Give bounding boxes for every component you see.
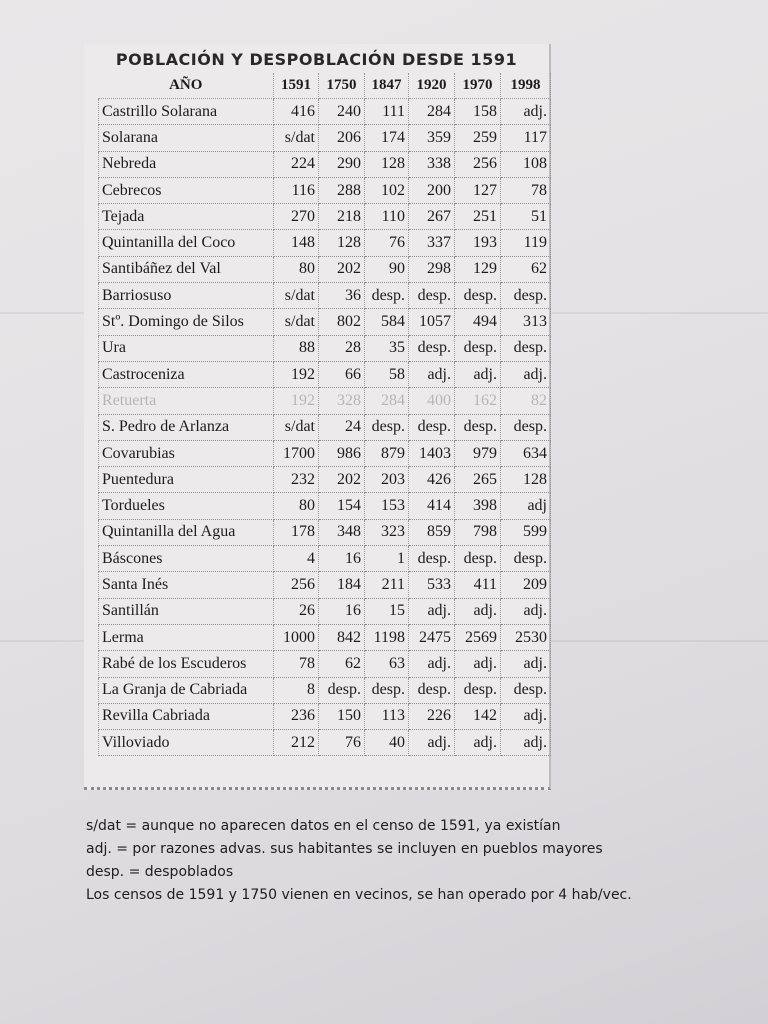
population-cell-1970: 256 [455, 151, 501, 177]
population-cell-1920: desp. [409, 414, 455, 440]
population-cell-1920: 1057 [409, 309, 455, 335]
table-row [99, 335, 551, 361]
population-cell-1750: 206 [319, 125, 365, 151]
municipality-name: Tejada [99, 204, 274, 230]
population-cell-1970: 158 [455, 99, 501, 125]
municipality-name: Tordueles [99, 493, 274, 519]
header-year-1847: 1847 [365, 73, 409, 99]
population-cell-1920: adj. [409, 730, 455, 756]
population-cell-1591: 178 [274, 519, 319, 545]
population-cell-1970: 398 [455, 493, 501, 519]
population-cell-1591: s/dat [274, 414, 319, 440]
header-year-1591: 1591 [274, 73, 319, 99]
population-cell-1847: 110 [365, 204, 409, 230]
population-cell-1998: adj. [501, 703, 551, 729]
table-row [99, 493, 551, 519]
population-cell-1920: 859 [409, 519, 455, 545]
header-year-label: AÑO [99, 73, 274, 99]
population-cell-1970: 251 [455, 204, 501, 230]
population-cell-1920: 1403 [409, 440, 455, 466]
population-cell-1998: 117 [501, 125, 551, 151]
population-cell-1920: 298 [409, 256, 455, 282]
population-cell-1970: desp. [455, 283, 501, 309]
population-cell-1847: 63 [365, 651, 409, 677]
legend-note: s/dat = aunque no aparecen datos en el censo de 1591, ya existían [86, 818, 561, 834]
population-cell-1750: 218 [319, 204, 365, 230]
population-cell-1591: 192 [274, 361, 319, 387]
population-cell-1750: 202 [319, 256, 365, 282]
population-cell-1750: 842 [319, 624, 365, 650]
population-cell-1591: 148 [274, 230, 319, 256]
population-cell-1750: 154 [319, 493, 365, 519]
population-cell-1998: 599 [501, 519, 551, 545]
population-cell-1998: desp. [501, 283, 551, 309]
population-cell-1750: 240 [319, 99, 365, 125]
table-row [99, 230, 551, 256]
legend-note: desp. = despoblados [86, 864, 234, 880]
population-cell-1750: 16 [319, 546, 365, 572]
population-cell-1970: 259 [455, 125, 501, 151]
table-row [99, 414, 551, 440]
population-cell-1750: 328 [319, 388, 365, 414]
population-cell-1998: adj [501, 493, 551, 519]
table-row [99, 125, 551, 151]
population-cell-1998: 82 [501, 388, 551, 414]
population-cell-1998: 128 [501, 467, 551, 493]
population-cell-1591: 26 [274, 598, 319, 624]
population-cell-1998: 62 [501, 256, 551, 282]
population-cell-1970: 2569 [455, 624, 501, 650]
population-cell-1591: 236 [274, 703, 319, 729]
population-cell-1920: adj. [409, 651, 455, 677]
municipality-name: Stº. Domingo de Silos [99, 309, 274, 335]
table-row [99, 283, 551, 309]
population-cell-1847: 1 [365, 546, 409, 572]
legend-note: adj. = por razones advas. sus habitantes se incluyen en pueblos mayores [86, 841, 603, 857]
municipality-name: Santa Inés [99, 572, 274, 598]
population-cell-1847: 76 [365, 230, 409, 256]
population-cell-1998: adj. [501, 361, 551, 387]
population-cell-1847: 90 [365, 256, 409, 282]
population-cell-1750: 288 [319, 177, 365, 203]
population-cell-1750: 348 [319, 519, 365, 545]
population-cell-1970: adj. [455, 361, 501, 387]
population-cell-1970: 979 [455, 440, 501, 466]
population-cell-1847: 211 [365, 572, 409, 598]
population-cell-1591: s/dat [274, 309, 319, 335]
table-row [99, 519, 551, 545]
newspaper-clipping [84, 44, 551, 790]
population-cell-1998: adj. [501, 730, 551, 756]
population-cell-1591: 1000 [274, 624, 319, 650]
population-cell-1970: adj. [455, 598, 501, 624]
population-cell-1847: 879 [365, 440, 409, 466]
municipality-name: Quintanilla del Agua [99, 519, 274, 545]
population-cell-1920: 338 [409, 151, 455, 177]
population-cell-1847: desp. [365, 283, 409, 309]
table-row [99, 361, 551, 387]
municipality-name: Nebreda [99, 151, 274, 177]
municipality-name: Solarana [99, 125, 274, 151]
population-cell-1591: 1700 [274, 440, 319, 466]
population-cell-1750: 986 [319, 440, 365, 466]
population-cell-1998: 78 [501, 177, 551, 203]
population-cell-1591: 416 [274, 99, 319, 125]
legend-notes [86, 815, 632, 907]
population-cell-1750: 150 [319, 703, 365, 729]
population-cell-1998: 634 [501, 440, 551, 466]
population-cell-1998: 2530 [501, 624, 551, 650]
population-cell-1750: 202 [319, 467, 365, 493]
header-year-1920: 1920 [409, 73, 455, 99]
table-body [99, 99, 551, 756]
population-cell-1847: 102 [365, 177, 409, 203]
municipality-name: Covarubias [99, 440, 274, 466]
header-year-1750: 1750 [319, 73, 365, 99]
population-cell-1750: desp. [319, 677, 365, 703]
population-cell-1591: 224 [274, 151, 319, 177]
population-cell-1920: desp. [409, 677, 455, 703]
population-cell-1591: 88 [274, 335, 319, 361]
population-cell-1591: 192 [274, 388, 319, 414]
table-row [99, 730, 551, 756]
population-cell-1998: adj. [501, 651, 551, 677]
municipality-name: Santillán [99, 598, 274, 624]
population-cell-1920: 400 [409, 388, 455, 414]
municipality-name: Lerma [99, 624, 274, 650]
header-year-1970: 1970 [455, 73, 501, 99]
population-cell-1750: 184 [319, 572, 365, 598]
population-cell-1591: 116 [274, 177, 319, 203]
population-cell-1920: adj. [409, 361, 455, 387]
population-cell-1847: 128 [365, 151, 409, 177]
population-cell-1750: 16 [319, 598, 365, 624]
population-table [98, 73, 551, 756]
population-cell-1591: 212 [274, 730, 319, 756]
population-cell-1998: 209 [501, 572, 551, 598]
municipality-name: La Granja de Cabriada [99, 677, 274, 703]
population-cell-1920: 267 [409, 204, 455, 230]
population-cell-1920: 359 [409, 125, 455, 151]
population-cell-1591: 80 [274, 493, 319, 519]
municipality-name: Castrillo Solarana [99, 99, 274, 125]
population-cell-1750: 128 [319, 230, 365, 256]
population-cell-1750: 290 [319, 151, 365, 177]
population-cell-1970: 411 [455, 572, 501, 598]
municipality-name: Revilla Cabriada [99, 703, 274, 729]
population-cell-1847: 284 [365, 388, 409, 414]
population-cell-1998: desp. [501, 677, 551, 703]
table-row [99, 151, 551, 177]
legend-note: Los censos de 1591 y 1750 vienen en vecinos, se han operado por 4 hab/vec. [86, 887, 632, 903]
municipality-name: S. Pedro de Arlanza [99, 414, 274, 440]
municipality-name: Báscones [99, 546, 274, 572]
population-cell-1970: 494 [455, 309, 501, 335]
population-cell-1847: 323 [365, 519, 409, 545]
population-cell-1920: 414 [409, 493, 455, 519]
table-row [99, 440, 551, 466]
municipality-name: Barriosuso [99, 283, 274, 309]
population-cell-1591: s/dat [274, 283, 319, 309]
municipality-name: Castroceniza [99, 361, 274, 387]
population-cell-1847: 35 [365, 335, 409, 361]
population-cell-1591: 270 [274, 204, 319, 230]
population-cell-1970: 129 [455, 256, 501, 282]
population-cell-1970: adj. [455, 651, 501, 677]
population-cell-1750: 36 [319, 283, 365, 309]
table-row [99, 651, 551, 677]
population-cell-1591: 8 [274, 677, 319, 703]
population-cell-1750: 62 [319, 651, 365, 677]
population-cell-1750: 28 [319, 335, 365, 361]
table-title: POBLACIÓN Y DESPOBLACIÓN DESDE 1591 [115, 50, 518, 69]
population-cell-1847: 40 [365, 730, 409, 756]
population-cell-1847: 58 [365, 361, 409, 387]
table-row [99, 309, 551, 335]
population-cell-1998: desp. [501, 335, 551, 361]
population-cell-1920: 533 [409, 572, 455, 598]
population-cell-1920: 200 [409, 177, 455, 203]
table-row [99, 677, 551, 703]
municipality-name: Cebrecos [99, 177, 274, 203]
population-cell-1970: desp. [455, 677, 501, 703]
population-cell-1750: 802 [319, 309, 365, 335]
table-row [99, 204, 551, 230]
population-cell-1591: 232 [274, 467, 319, 493]
population-cell-1847: 584 [365, 309, 409, 335]
population-cell-1998: adj. [501, 598, 551, 624]
population-cell-1920: 337 [409, 230, 455, 256]
population-cell-1998: 313 [501, 309, 551, 335]
population-cell-1920: adj. [409, 598, 455, 624]
population-cell-1998: 108 [501, 151, 551, 177]
population-cell-1847: desp. [365, 677, 409, 703]
population-cell-1970: 162 [455, 388, 501, 414]
table-row [99, 572, 551, 598]
table-row [99, 546, 551, 572]
population-cell-1998: 119 [501, 230, 551, 256]
table-row [99, 388, 551, 414]
population-cell-1750: 24 [319, 414, 365, 440]
population-cell-1847: desp. [365, 414, 409, 440]
population-cell-1970: 142 [455, 703, 501, 729]
population-cell-1920: 284 [409, 99, 455, 125]
population-cell-1998: 51 [501, 204, 551, 230]
population-cell-1970: desp. [455, 335, 501, 361]
population-cell-1591: 4 [274, 546, 319, 572]
municipality-name: Rabé de los Escuderos [99, 651, 274, 677]
table-row [99, 256, 551, 282]
population-cell-1970: desp. [455, 546, 501, 572]
municipality-name: Puentedura [99, 467, 274, 493]
population-cell-1920: 226 [409, 703, 455, 729]
population-cell-1970: adj. [455, 730, 501, 756]
population-cell-1591: s/dat [274, 125, 319, 151]
population-cell-1847: 15 [365, 598, 409, 624]
municipality-name: Quintanilla del Coco [99, 230, 274, 256]
population-cell-1970: desp. [455, 414, 501, 440]
population-cell-1970: 127 [455, 177, 501, 203]
table-row [99, 624, 551, 650]
table-header-row [99, 73, 551, 99]
population-cell-1847: 174 [365, 125, 409, 151]
population-cell-1970: 798 [455, 519, 501, 545]
population-cell-1591: 78 [274, 651, 319, 677]
table-row [99, 703, 551, 729]
population-cell-1750: 66 [319, 361, 365, 387]
population-cell-1920: desp. [409, 335, 455, 361]
table-row [99, 99, 551, 125]
table-row [99, 177, 551, 203]
population-cell-1847: 111 [365, 99, 409, 125]
population-cell-1920: desp. [409, 283, 455, 309]
population-cell-1591: 256 [274, 572, 319, 598]
population-cell-1847: 113 [365, 703, 409, 729]
table-row [99, 467, 551, 493]
population-cell-1847: 203 [365, 467, 409, 493]
population-cell-1920: desp. [409, 546, 455, 572]
population-cell-1750: 76 [319, 730, 365, 756]
population-cell-1998: desp. [501, 414, 551, 440]
population-cell-1998: desp. [501, 546, 551, 572]
population-cell-1847: 153 [365, 493, 409, 519]
population-cell-1920: 426 [409, 467, 455, 493]
population-cell-1847: 1198 [365, 624, 409, 650]
population-cell-1970: 193 [455, 230, 501, 256]
population-cell-1970: 265 [455, 467, 501, 493]
population-cell-1998: adj. [501, 99, 551, 125]
population-cell-1591: 80 [274, 256, 319, 282]
municipality-name: Villoviado [99, 730, 274, 756]
municipality-name: Santibáñez del Val [99, 256, 274, 282]
population-cell-1920: 2475 [409, 624, 455, 650]
table-row [99, 598, 551, 624]
municipality-name: Retuerta [99, 388, 274, 414]
header-year-1998: 1998 [501, 73, 551, 99]
municipality-name: Ura [99, 335, 274, 361]
